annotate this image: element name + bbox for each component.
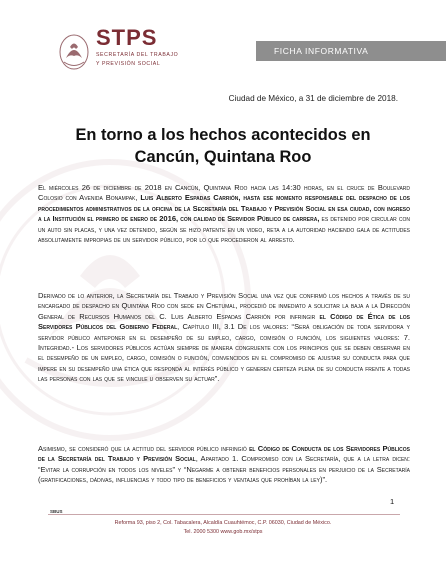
footer-contact: Tel. 2000 5300 www.gob.mx/stps [183,529,263,535]
paragraph-text: El miércoles 26 de diciembre de 2018 en Cancún, Quintana Roo hacia las 14:30 horas, en el cruce de Boulevard Colosio con Avenida Bonampak, [38,183,410,203]
paragraph-text: , Capítulo III, 3.1 De los valores: “Será obligación de toda servidora y servidor público anteponer en el desempeño de su empleo, cargo, comisión o función, los siguientes valores: 7. Integridad.- Los servidores públicos actúan siempre de manera congruente con los principios que se deben observar en el desempeño de un empleo, cargo, comisión o función, convencidos en el compromiso de ajustar su conducta para que impere en su desempeño una ética que responda al interés público y generen certeza plena de su conducta frente a todas las personas con las que se vincule u observen su actuar”. [38,322,410,384]
paragraph-2 [38,291,410,385]
paragraph-text: Derivado de lo anterior, la Secretaría del Trabajo y Previsión Social una vez que confirmó los hechos a través de su encargado de despacho en Quintana Roo con sede en Chetumal, procedió de inmediato a solicitar la baja a la Dirección General de Recursos Humanos del C. Luis Alberto Espadas Carrión por infringir [38,291,410,321]
brand-block [96,26,178,67]
paragraph-text: Asimismo, se consideró que la actitud del servidor público infringió [38,444,250,453]
document-type-label: FICHA INFORMATIVA [274,46,369,56]
title-line-1: En torno a los hechos acontecidos en [75,126,371,144]
document-title [40,124,406,168]
page-number: 1 [390,497,395,506]
brand-subtitle-line2: Y PREVISIÓN SOCIAL [96,60,161,67]
paragraph-bold-text: Luis Alberto Espadas Carrión, hasta ese momento responsable del despacho de los procedimientos administrativos de la oficina de la Secretaría del Trabajo y Previsión Social en esa ciudad, con ingreso a la Institución el primero de enero de 2016, con calidad de Servidor Público de carrera, [38,193,410,224]
paragraph-bold-text: el Código de Conducta de los Servidores Públicos de la Secretaría del Trabajo y Previsión Social [38,444,411,464]
footer-divider [48,514,400,515]
paragraph-1 [38,183,410,245]
title-line-2: Cancún, Quintana Roo [134,148,312,166]
footer-address: Reforma 93, piso 2, Col. Tabacalera, Alcaldía Cuauhtémoc, C.P. 06030, Ciudad de México. [114,520,332,526]
paragraph-3 [38,444,410,486]
paragraph-text: es detenido por circular con un auto sin placas, y una vez detenido, según se hizo patente en un video, reta a la autoridad haciendo gala de actitudes absolutamente impropias de un servidor público, por lo que procedieron al arresto. [38,214,410,245]
brand-name: STPS [96,25,158,50]
paragraph-bold-text: el Código de Ética de los Servidores Públicos del Gobierno Federal [38,311,410,332]
footer-code: SBUS [50,509,63,514]
document-date: Ciudad de México, a 31 de diciembre de 2018. [228,94,398,103]
brand-subtitle-line1: SECRETARÍA DEL TRABAJO [96,52,179,58]
paragraph-text: , Apartado 1. Compromiso con la Secretaría, que a la letra dicen: “Evitar la corrupción en todos los niveles” y “Negarme a obtener beneficios personales en perjuicio de la Secretaría (gratificaciones, dádivas, influencias y todo tipo de beneficios y ventajas que prohíban la ley)”. [38,454,411,485]
coat-of-arms-logo-icon [58,32,90,72]
